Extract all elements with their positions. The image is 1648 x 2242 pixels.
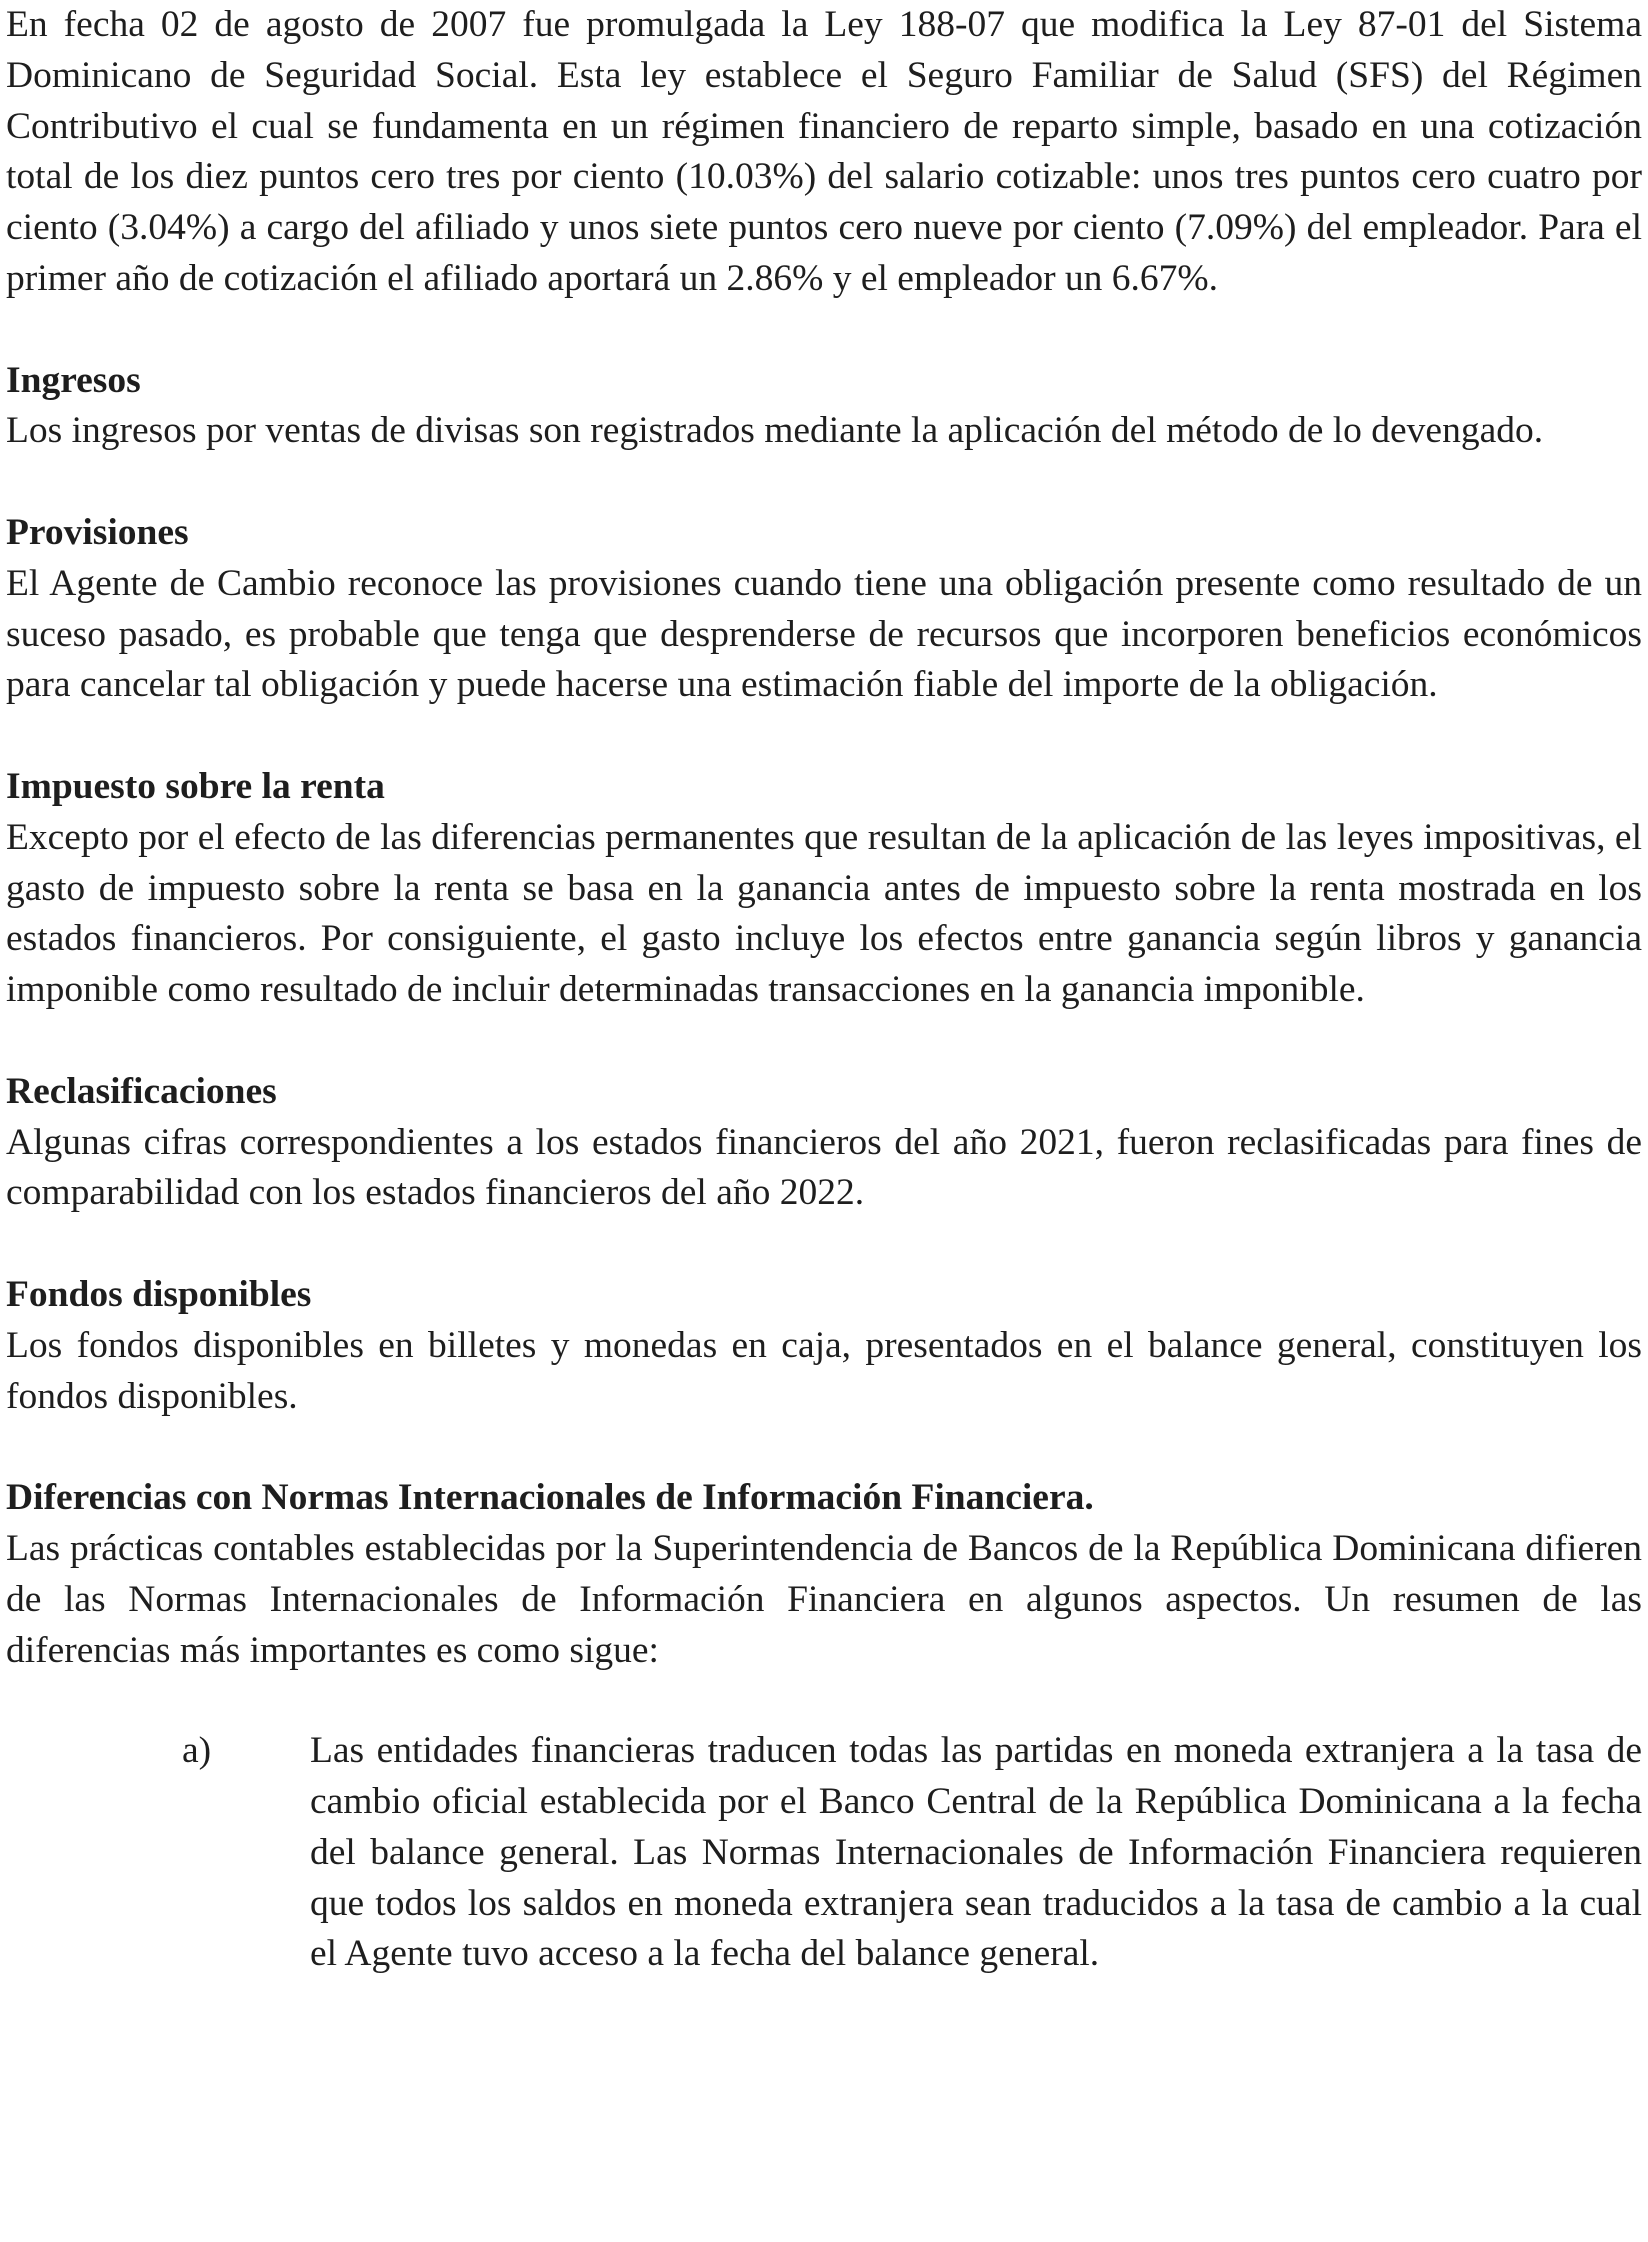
paragraph-ingresos: Los ingresos por ventas de divisas son registrados mediante la aplicación del método de lo devengado. [6,410,1544,452]
heading-fondos: Fondos disponibles [6,1273,312,1315]
paragraph-impuesto: Excepto por el efecto de las diferencias permanentes que resultan de la aplicación de las leyes impositivas, el gasto de impuesto sobre la renta se basa en la ganancia antes de impuesto sobre la renta mostrada en los estados financieros. Por consiguiente, el gasto incluye los efectos entre ganancia según libros y ganancia imponible como resultado de incluir determinadas transacciones en la ganancia imponible. [6,816,1642,1011]
paragraph-fondos: Los fondos disponibles en billetes y monedas en caja, presentados en el balance general, constituyen los fondos disponibles. [6,1324,1642,1417]
document-page [6,0,1642,1980]
spacer [6,305,1642,356]
list-item-a [6,1726,1642,1980]
spacer [6,711,1642,762]
paragraph-diferencias: Las prácticas contables establecidas por la Superintendencia de Bancos de la República Dominicana difieren de las Normas Internacionales de Información Financiera en algunos aspectos. Un resumen de las diferencias más importantes es como sigue: [6,1527,1642,1671]
heading-diferencias: Diferencias con Normas Internacionales de Información Financiera. [6,1477,1094,1519]
list-item-text: Las entidades financieras traducen todas las partidas en moneda extranjera a la tasa de cambio oficial establecida por el Banco Central de la República Dominicana a la fecha del balance general. Las Normas Internacionales de Información Financiera requieren que todos los saldos en moneda extranjera sean traducidos a la tasa de cambio a la cual el Agente tuvo acceso a la fecha del balance general. [310,1730,1642,1975]
heading-provisiones: Provisiones [6,511,189,553]
spacer [6,1016,1642,1067]
heading-ingresos: Ingresos [6,359,141,401]
heading-reclasificaciones: Reclasificaciones [6,1070,277,1112]
list-marker: a) [182,1730,212,1772]
paragraph-reclasificaciones: Algunas cifras correspondientes a los estados financieros del año 2021, fueron reclasificadas para fines de comparabilidad con los estados financieros del año 2022. [6,1121,1642,1214]
spacer [6,457,1642,508]
intro-paragraph: En fecha 02 de agosto de 2007 fue promulgada la Ley 188-07 que modifica la Ley 87-01 del Sistema Dominicano de Seguridad Social. Esta ley establece el Seguro Familiar de Salud (SFS) del Régimen Contributivo el cual se fundamenta en un régimen financiero de reparto simple, basado en una cotización total de los diez puntos cero tres por ciento (10.03%) del salario cotizable: unos tres puntos cero cuatro por ciento (3.04%) a cargo del afiliado y unos siete puntos cero nueve por ciento (7.09%) del empleador. Para el primer año de cotización el afiliado aportará un 2.86% y el empleador un 6.67%. [6,4,1642,299]
spacer [6,1422,1642,1473]
paragraph-provisiones: El Agente de Cambio reconoce las provisiones cuando tiene una obligación presente como resultado de un suceso pasado, es probable que tenga que desprenderse de recursos que incorporen beneficios económicos para cancelar tal obligación y puede hacerse una estimación fiable del importe de la obligación. [6,562,1642,706]
heading-impuesto: Impuesto sobre la renta [6,765,385,807]
spacer [6,1219,1642,1270]
